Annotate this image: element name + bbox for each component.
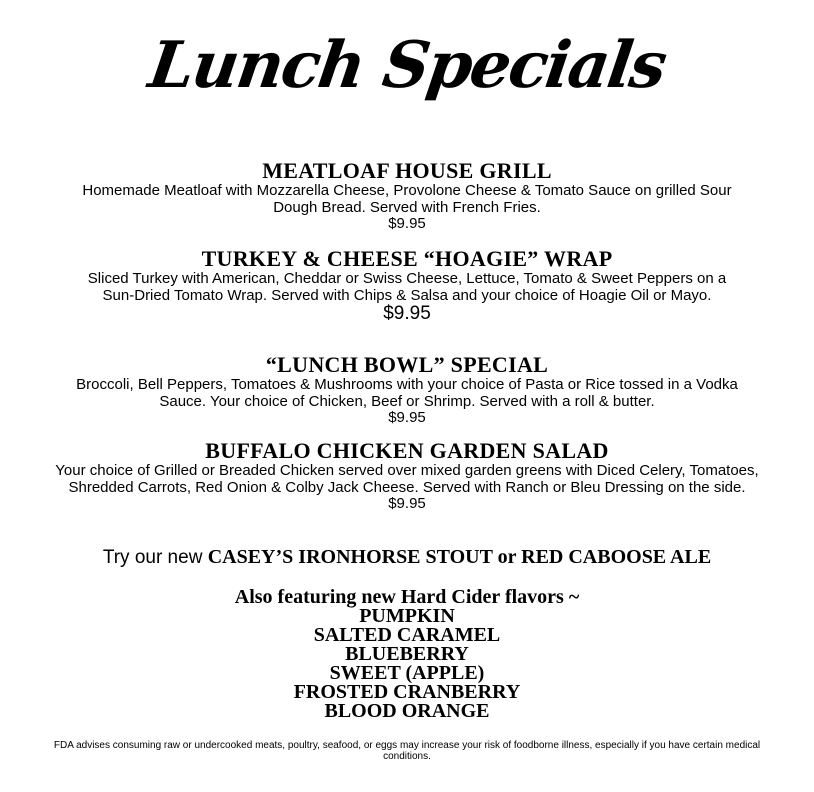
item-price: $9.95 (388, 495, 426, 512)
beer-prefix: Try our new (102, 547, 208, 568)
cider-flavor: FROSTED CRANBERRY (293, 681, 521, 703)
menu-item (0, 160, 814, 232)
item-name: BUFFALO CHICKEN GARDEN SALAD (205, 438, 609, 463)
item-name: MEATLOAF HOUSE GRILL (262, 158, 552, 183)
item-name: TURKEY & CHEESE “HOAGIE” WRAP (201, 246, 613, 271)
item-name: “LUNCH BOWL” SPECIAL (265, 352, 549, 377)
item-description: Homemade Meatloaf with Mozzarella Cheese, Provolone Cheese & Tomato Sauce on grilled Sour Dough Bread. Served with French Fries. (82, 182, 732, 216)
menu-item (0, 354, 814, 426)
beer-highlight: CASEY’S IRONHORSE STOUT or RED CABOOSE ALE (207, 546, 712, 568)
item-description: Sliced Turkey with American, Cheddar or Swiss Cheese, Lettuce, Tomato & Sweet Peppers on a Sun-Dried Tomato Wrap. Served with Chips & Salsa and your choice of Hoagie Oil or Mayo. (87, 270, 727, 304)
cider-flavor: BLUEBERRY (345, 643, 469, 665)
item-description: Your choice of Grilled or Breaded Chicken served over mixed garden greens with Diced Celery, Tomatoes, Shredded Carrots, Red Onion & Colby Jack Cheese. Served with Ranch or Bleu Dressing on the side. (55, 462, 759, 496)
cider-flavor: SWEET (APPLE) (329, 662, 485, 684)
menu-title: Lunch Specials (144, 28, 670, 103)
item-price: $9.95 (383, 303, 431, 324)
item-price: $9.95 (388, 409, 426, 426)
cider-flavor: SALTED CARAMEL (313, 624, 501, 646)
cider-heading: Also featuring new Hard Cider flavors ~ (234, 586, 580, 608)
cider-flavor: BLOOD ORANGE (324, 700, 490, 722)
cider-flavor: PUMPKIN (359, 605, 455, 627)
beer-promo (0, 546, 814, 569)
item-description: Broccoli, Bell Peppers, Tomatoes & Mushrooms with your choice of Pasta or Rice tossed in a Vodka Sauce. Your choice of Chicken, Beef or Shrimp. Served with a roll & butter. (76, 376, 738, 410)
fda-disclaimer: FDA advises consuming raw or undercooked meats, poultry, seafood, or eggs may increase your risk of foodborne illness, especially if you have certain medical conditions. (53, 740, 761, 762)
menu-item (0, 248, 814, 324)
item-price: $9.95 (388, 215, 426, 232)
cider-section (0, 588, 814, 721)
menu-item (0, 440, 814, 512)
